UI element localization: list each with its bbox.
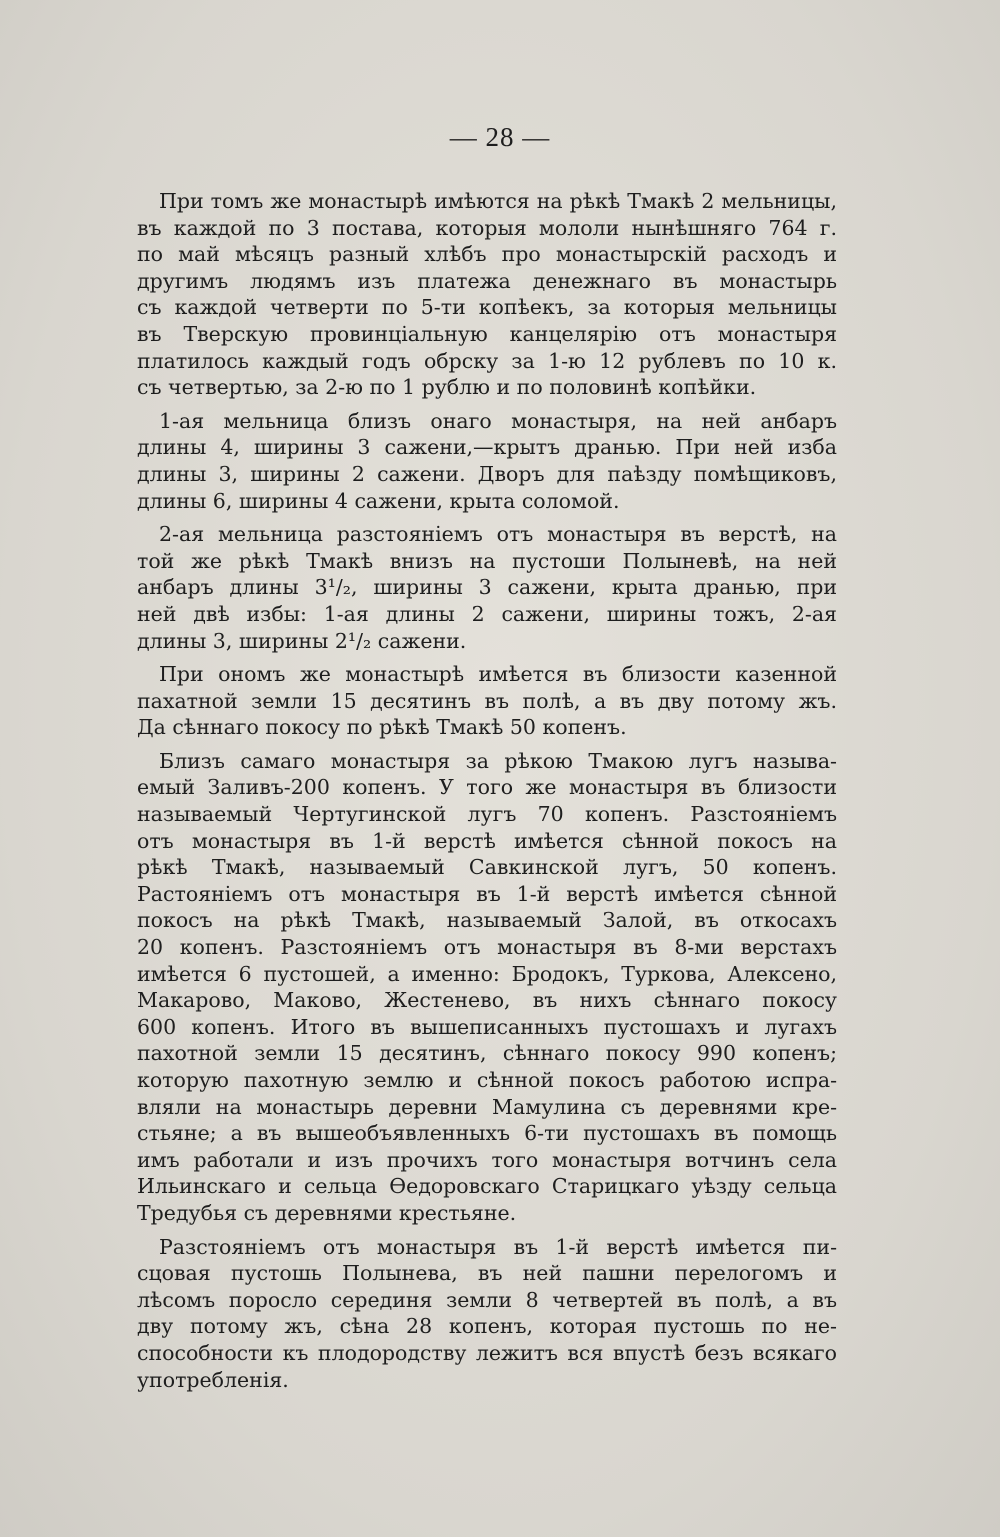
- paragraph: [137, 1234, 837, 1394]
- text-line: съ каждой четверти по 5-ти копѣекъ, за которыя мельницы: [137, 295, 837, 320]
- text-line: съ четвертью, за 2-ю по 1 рублю и по половинѣ копѣйки.: [137, 375, 757, 400]
- text-line: способности къ плодородству лежитъ вся впустѣ безъ всякаго: [137, 1340, 837, 1365]
- text-line: употребленія.: [137, 1367, 289, 1392]
- text-line: емый Заливъ-200 копенъ. У того же монастыря въ близости: [137, 775, 837, 800]
- text-line: Близъ самаго монастыря за рѣкою Тмакою лугъ называ-: [159, 748, 837, 773]
- text-line: стьяне; а въ вышеобъявленныхъ 6-ти пустошахъ въ помощь: [137, 1121, 837, 1146]
- text-line: 2-ая мельница разстояніемъ отъ монастыря въ верстѣ, на: [159, 522, 837, 547]
- text-line: длины 6, ширины 4 сажени, крыта соломой.: [137, 488, 620, 513]
- text-line: платилось каждый годъ обрску за 1-ю 12 рублевъ по 10 к.: [137, 348, 837, 373]
- text-line: При ономъ же монастырѣ имѣется въ близости казенной: [159, 662, 837, 687]
- text-line: Да сѣннаго покосу по рѣкѣ Тмакѣ 50 копенъ.: [137, 715, 627, 740]
- text-line: дву потому жъ, сѣна 28 копенъ, которая пустошь по не-: [137, 1314, 837, 1339]
- text-line: называемый Чертугинской лугъ 70 копенъ. Разстояніемъ: [137, 802, 837, 827]
- text-line: отъ монастыря въ 1-й верстѣ имѣется сѣнной покосъ на: [137, 828, 837, 853]
- text-line: рѣкѣ Тмакѣ, называемый Савкинской лугъ, 50 копенъ.: [137, 855, 837, 880]
- paragraph-gap: [137, 401, 837, 408]
- text-line: въ Тверскую провинціальную канцелярію отъ монастыря: [137, 321, 837, 346]
- text-line: При томъ же монастырѣ имѣются на рѣкѣ Тмакѣ 2 мельницы,: [159, 189, 837, 213]
- text-line: 20 копенъ. Разстояніемъ отъ монастыря въ 8-ми верстахъ: [137, 935, 837, 960]
- text-line: покосъ на рѣкѣ Тмакѣ, называемый Залой, въ откосахъ: [137, 908, 837, 933]
- text-line: анбаръ длины 3¹/₂, ширины 3 сажени, крыта дранью, при: [137, 575, 837, 600]
- text-line: 600 копенъ. Итого въ вышеписанныхъ пустошахъ и лугахъ: [137, 1014, 837, 1039]
- paragraph: [137, 188, 837, 401]
- text-line: пахотной земли 15 десятинъ, сѣннаго покосу 990 копенъ;: [137, 1041, 837, 1066]
- text-line: Растояніемъ отъ монастыря въ 1-й верстѣ имѣется сѣнной: [137, 881, 837, 906]
- text-line: имъ работали и изъ прочихъ того монастыря вотчинъ села: [137, 1147, 837, 1172]
- text-line: той же рѣкѣ Тмакѣ внизъ на пустоши Полыневѣ, на ней: [137, 548, 837, 573]
- text-line: длины 4, ширины 3 сажени,—крытъ дранью. При ней изба: [137, 435, 837, 460]
- text-line: по май мѣсяцъ разный хлѣбъ про монастырскій расходъ и: [137, 242, 837, 267]
- text-line: вляли на монастырь деревни Мамулина съ деревнями кре-: [137, 1094, 837, 1119]
- paragraph-gap: [137, 1227, 837, 1234]
- text-line: Ильинскаго и сельца Ѳедоровскаго Старицкаго уѣзду сельца: [137, 1174, 837, 1199]
- text-line: сцовая пустошь Полынева, въ ней пашни перелогомъ и: [137, 1261, 837, 1286]
- paragraph-gap: [137, 654, 837, 661]
- text-line: Тредубья съ деревнями крестьяне.: [137, 1200, 517, 1225]
- text-line: Макарово, Маково, Жестенево, въ нихъ сѣннаго покосу: [137, 988, 837, 1013]
- text-line: другимъ людямъ изъ платежа денежнаго въ монастырь: [137, 268, 837, 293]
- body-text: [137, 188, 837, 1393]
- text-line: имѣется 6 пустошей, а именно: Бродокъ, Туркова, Алексено,: [137, 961, 837, 986]
- text-line: длины 3, ширины 2 сажени. Дворъ для паѣзду помѣщиковъ,: [137, 461, 837, 486]
- paragraph: [137, 748, 837, 1227]
- paragraph: [137, 521, 837, 654]
- paragraph: [137, 661, 837, 741]
- text-line: длины 3, ширины 2¹/₂ сажени.: [137, 628, 467, 653]
- paragraph-gap: [137, 741, 837, 748]
- paragraph-gap: [137, 514, 837, 521]
- text-line: 1-ая мельница близъ онаго монастыря, на ней анбаръ: [159, 408, 837, 433]
- text-line: Разстояніемъ отъ монастыря въ 1-й верстѣ имѣется пи-: [159, 1234, 837, 1259]
- text-line: въ каждой по 3 постава, которыя мололи нынѣшняго 764 г.: [137, 215, 837, 240]
- text-line: ней двѣ избы: 1-ая длины 2 сажени, ширины тожъ, 2-ая: [137, 601, 837, 626]
- text-line: лѣсомъ поросло серединя земли 8 четвертей въ полѣ, а въ: [137, 1287, 837, 1312]
- page-number: — 28 —: [449, 122, 551, 152]
- text-line: пахатной земли 15 десятинъ въ полѣ, а въ дву потому жъ.: [137, 688, 837, 713]
- paragraph: [137, 408, 837, 514]
- text-line: которую пахотную землю и сѣнной покосъ работою испра-: [137, 1068, 837, 1092]
